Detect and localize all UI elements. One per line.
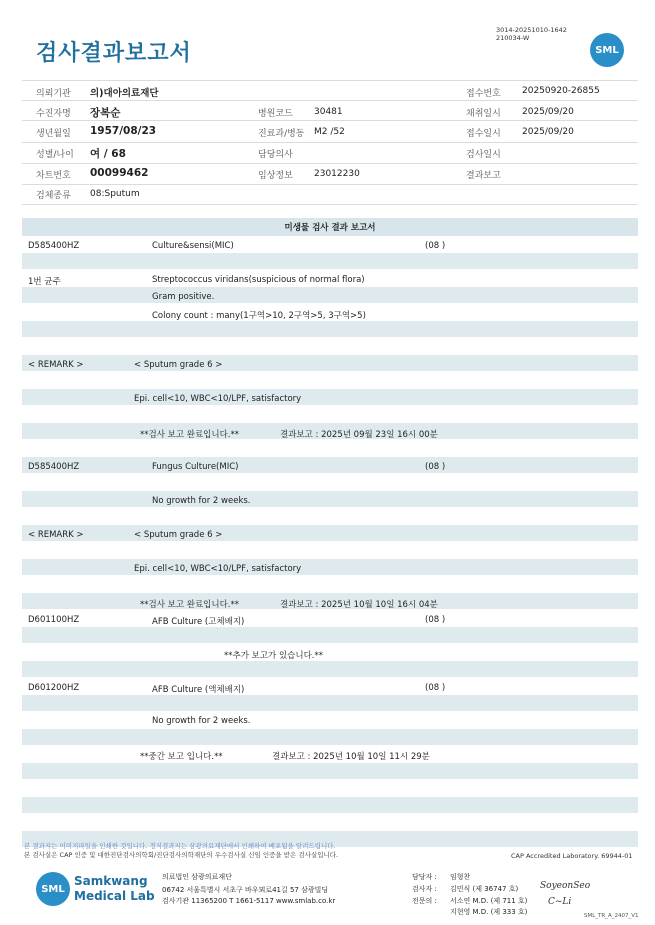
- report-time: 결과보고 : 2025년 10월 10일 16시 04분: [280, 600, 438, 610]
- sml-logo-icon: SML: [36, 872, 70, 906]
- divider: [22, 100, 638, 101]
- staff-role: 검사자 :: [412, 885, 437, 893]
- result-colony-count: Colony count : many(1구역>10, 2구역>5, 3구역>5): [152, 311, 366, 321]
- result-code: D601200HZ: [28, 683, 80, 693]
- value-requesting-institution: 의)대아의료재단: [90, 88, 159, 99]
- remark-label: < REMARK >: [28, 360, 84, 370]
- result-specimen: (08 ): [425, 241, 446, 251]
- divider: [22, 163, 638, 164]
- result-test: AFB Culture (액체배지): [152, 685, 245, 695]
- row-band: [22, 389, 638, 405]
- logo-name-line-1: Samkwang: [74, 874, 148, 888]
- label-receipt-date: 접수일시: [466, 129, 501, 139]
- label-chart-number: 차트번호: [36, 171, 71, 181]
- row-band: [22, 525, 638, 541]
- label-collection-date: 채취일시: [466, 109, 501, 119]
- remark-label: < REMARK >: [28, 530, 84, 540]
- value-department-ward: M2 /52: [314, 127, 345, 137]
- divider: [22, 204, 638, 205]
- logo-name-line-2: Medical Lab: [74, 889, 155, 903]
- label-hospital-code: 병원코드: [258, 109, 293, 119]
- result-organism: Streptococcus viridans(suspicious of normal flora): [152, 275, 365, 285]
- row-band: [22, 661, 638, 677]
- label-result-report: 결과보고: [466, 171, 501, 181]
- organization-address: 06742 서울특별시 서초구 바우뫼로41길 57 삼광빌딩: [162, 886, 329, 894]
- staff-name: 지현영 M.D. (제 333 호): [450, 908, 528, 916]
- document-id-line-2: 210034-W: [496, 34, 530, 42]
- divider: [22, 120, 638, 121]
- value-specimen-type: 08:Sputum: [90, 189, 140, 199]
- label-birth-date: 생년월일: [36, 129, 71, 139]
- label-department-ward: 진료과/병동: [258, 129, 305, 139]
- section-title: 미생물 검사 결과 보고서: [22, 218, 638, 236]
- report-status: **중간 보고 입니다.**: [140, 752, 223, 762]
- result-growth: No growth for 2 weeks.: [152, 716, 251, 726]
- organization-name: 의료법인 삼광의료재단: [162, 873, 232, 881]
- staff-name: 임형찬: [450, 873, 471, 881]
- divider: [22, 184, 638, 185]
- value-clinical-info: 23012230: [314, 169, 360, 179]
- row-band: [22, 287, 638, 303]
- label-attending-doctor: 담당의사: [258, 150, 293, 160]
- result-gram: Gram positive.: [152, 292, 215, 302]
- value-patient-name: 장복순: [90, 107, 121, 119]
- row-band: [22, 321, 638, 337]
- label-requesting-institution: 의뢰기관: [36, 89, 71, 99]
- row-band: [22, 559, 638, 575]
- label-receipt-number: 접수번호: [466, 89, 501, 99]
- staff-name: 김민식 (제 36747 호): [450, 885, 519, 893]
- row-band: [22, 457, 638, 473]
- signature-2: C~Li: [548, 897, 572, 907]
- staff-name: 서소연 M.D. (제 711 호): [450, 897, 528, 905]
- value-birth-date: 1957/08/23: [90, 125, 157, 137]
- report-time: 결과보고 : 2025년 09월 23일 16시 00분: [280, 430, 438, 440]
- document-id-line-1: 3014-20251010-1642: [496, 26, 567, 34]
- label-test-date: 검사일시: [466, 150, 501, 160]
- row-band: [22, 763, 638, 779]
- sml-logo-icon: SML: [590, 33, 624, 67]
- label-patient-name: 수진자명: [36, 109, 71, 119]
- value-receipt-date: 2025/09/20: [522, 127, 574, 137]
- row-band: [22, 491, 638, 507]
- label-sex-age: 성별/나이: [36, 150, 74, 160]
- result-strain-label: 1번 균주: [28, 277, 61, 287]
- label-specimen-type: 검체종류: [36, 191, 71, 201]
- staff-role: 담당자 :: [412, 873, 437, 881]
- row-band: [22, 797, 638, 813]
- row-band: [22, 695, 638, 711]
- result-code: D585400HZ: [28, 241, 80, 251]
- report-status: **검사 보고 완료입니다.**: [140, 430, 240, 440]
- result-specimen: (08 ): [425, 462, 446, 472]
- divider: [22, 142, 638, 143]
- form-code: SML_TR_A_2407_V1: [584, 913, 639, 919]
- result-specimen: (08 ): [425, 615, 446, 625]
- divider: [22, 80, 638, 81]
- result-code: D601100HZ: [28, 615, 80, 625]
- result-test: Fungus Culture(MIC): [152, 462, 239, 472]
- report-status: **검사 보고 완료입니다.**: [140, 600, 240, 610]
- print-warning: 본 결과지는 이미지파일을 인쇄한 것입니다. 정식결과지는 삼광의료재단에서 인쇄하여 배포됨을 알려드립니다.: [24, 842, 336, 850]
- result-test: AFB Culture (고체배지): [152, 617, 245, 627]
- value-receipt-number: 20250920-26855: [522, 86, 600, 96]
- remark-detail: Epi. cell<10, WBC<10/LPF, satisfactory: [134, 394, 302, 404]
- row-band: [22, 729, 638, 745]
- remark-detail: Epi. cell<10, WBC<10/LPF, satisfactory: [134, 564, 302, 574]
- label-clinical-info: 임상정보: [258, 171, 293, 181]
- row-band: [22, 627, 638, 643]
- value-collection-date: 2025/09/20: [522, 107, 574, 117]
- document-id: [496, 26, 567, 42]
- value-chart-number: 00099462: [90, 167, 149, 179]
- row-band: [22, 253, 638, 269]
- remark-grade: < Sputum grade 6 >: [134, 530, 223, 540]
- result-growth: No growth for 2 weeks.: [152, 496, 251, 506]
- report-time: 결과보고 : 2025년 10월 10일 11시 29분: [272, 752, 430, 762]
- certification-note: 본 검사실은 CAP 인증 및 대한진단검사의학회/진단검사의학재단의 우수검사실 신임 인증을 받은 검사실입니다.: [24, 851, 339, 859]
- result-specimen: (08 ): [425, 683, 446, 693]
- signature-1: SoyeonSeo: [540, 881, 591, 891]
- row-band: [22, 355, 638, 371]
- staff-role: 전문의 :: [412, 897, 437, 905]
- result-test: Culture&sensi(MIC): [152, 241, 234, 251]
- organization-contact: 검사기관 11365200 T 1661-5117 www.smlab.co.kr: [162, 897, 336, 905]
- page-title: 검사결과보고서: [36, 41, 192, 66]
- remark-grade: < Sputum grade 6 >: [134, 360, 223, 370]
- value-sex-age: 여 / 68: [90, 148, 126, 160]
- value-hospital-code: 30481: [314, 107, 343, 117]
- report-status: **추가 보고가 있습니다.**: [224, 651, 324, 661]
- cap-accreditation: CAP Accredited Laboratory. 69944-01: [511, 852, 633, 860]
- result-code: D585400HZ: [28, 462, 80, 472]
